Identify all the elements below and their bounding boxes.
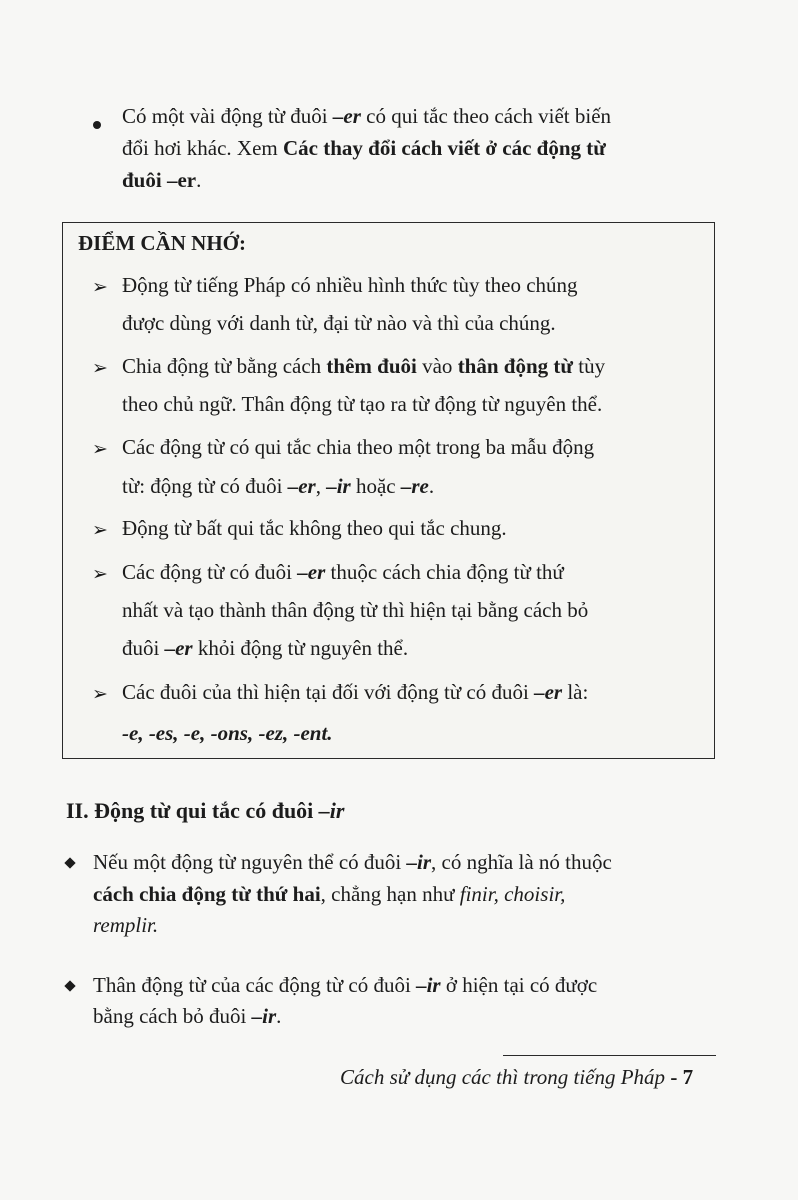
bullet3-line2: bằng cách bỏ đuôi –ir. bbox=[93, 1004, 282, 1028]
bullet1-line3: đuôi –er. bbox=[122, 168, 202, 192]
box-item-3-line1: Các động từ có qui tắc chia theo một trong ba mẫu động bbox=[122, 435, 595, 459]
box-item-5-line1: Các động từ có đuôi –er thuộc cách chia động từ thứ bbox=[122, 560, 564, 584]
footer-rule bbox=[503, 1055, 716, 1056]
bullet-dot bbox=[93, 121, 101, 129]
box-item-2-line2: theo chủ ngữ. Thân động từ tạo ra từ động từ nguyên thể. bbox=[122, 392, 603, 416]
bullet1-line1: Có một vài động từ đuôi –er có qui tắc theo cách viết biến bbox=[122, 104, 612, 128]
box-item-4-line1: Động từ bất qui tắc không theo qui tắc chung. bbox=[122, 516, 507, 540]
bullet1-line2: đổi hơi khác. Xem Các thay đổi cách viết ở các động từ bbox=[122, 136, 606, 160]
diamond-bullet-icon bbox=[64, 980, 75, 991]
diamond-bullet-icon bbox=[64, 857, 75, 868]
box-item-6-line1: Các đuôi của thì hiện tại đối với động từ có đuôi –er là: bbox=[122, 680, 589, 704]
box-item-1-line1: Động từ tiếng Pháp có nhiều hình thức tùy theo chúng bbox=[122, 273, 578, 297]
arrow-bullet-icon: ➢ bbox=[92, 564, 108, 585]
bullet3-line1: Thân động từ của các động từ có đuôi –ir ở hiện tại có được bbox=[93, 973, 598, 997]
box-item-2-line1: Chia động từ bằng cách thêm đuôi vào thân động từ tùy bbox=[122, 354, 606, 378]
box-title: ĐIỂM CẦN NHỚ: bbox=[78, 231, 246, 255]
page-footer: Cách sử dụng các thì trong tiếng Pháp - 7 bbox=[340, 1065, 694, 1089]
arrow-bullet-icon: ➢ bbox=[92, 684, 108, 705]
box-item-1-line2: được dùng với danh từ, đại từ nào và thì của chúng. bbox=[122, 311, 556, 335]
bullet2-line3: remplir. bbox=[93, 913, 159, 937]
box-item-6-line2: -e, -es, -e, -ons, -ez, -ent. bbox=[122, 721, 333, 745]
arrow-bullet-icon: ➢ bbox=[92, 277, 108, 298]
box-item-5-line3: đuôi –er khỏi động từ nguyên thể. bbox=[122, 636, 409, 660]
box-item-3-line2: từ: động từ có đuôi –er, –ir hoặc –re. bbox=[122, 474, 435, 498]
arrow-bullet-icon: ➢ bbox=[92, 520, 108, 541]
section-heading: II. Động từ qui tắc có đuôi –ir bbox=[66, 798, 345, 823]
box-item-5-line2: nhất và tạo thành thân động từ thì hiện tại bằng cách bỏ bbox=[122, 598, 589, 622]
page-number: 7 bbox=[682, 1065, 694, 1089]
arrow-bullet-icon: ➢ bbox=[92, 358, 108, 379]
bullet2-line2: cách chia động từ thứ hai, chẳng hạn như finir, choisir, bbox=[93, 882, 566, 906]
bullet2-line1: Nếu một động từ nguyên thể có đuôi –ir, có nghĩa là nó thuộc bbox=[93, 850, 612, 874]
arrow-bullet-icon: ➢ bbox=[92, 439, 108, 460]
